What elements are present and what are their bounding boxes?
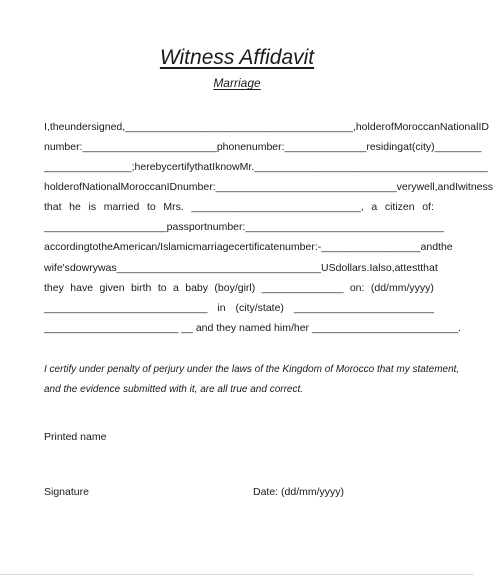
body-line-2 bbox=[44, 141, 482, 154]
body-word: ________ bbox=[434, 141, 482, 153]
body-line-1 bbox=[44, 121, 489, 134]
body-word: to bbox=[157, 282, 167, 294]
body-word: witness bbox=[457, 181, 493, 193]
body-line-3 bbox=[44, 161, 488, 174]
body-word: in bbox=[217, 302, 226, 314]
body-word: a bbox=[172, 282, 179, 294]
body-word: also, bbox=[372, 262, 395, 274]
body-word: holder bbox=[355, 121, 386, 133]
document-subtitle: Marriage bbox=[213, 76, 261, 90]
body-word: Mr. bbox=[239, 161, 255, 173]
body-line-10 bbox=[44, 302, 434, 315]
body-word: number: bbox=[177, 181, 216, 193]
body-word: hereby bbox=[134, 161, 167, 173]
body-word: (dd/mm/yyyy) bbox=[370, 282, 434, 294]
body-word: __________________________________ bbox=[245, 221, 444, 233]
body-word: Mrs. bbox=[163, 201, 184, 213]
body-word: (city/state) bbox=[235, 302, 284, 314]
body-word: of: bbox=[422, 201, 434, 213]
body-word: I bbox=[212, 161, 216, 173]
body-line-11: _______________________ __ and they named him/her _________________________. bbox=[44, 322, 461, 334]
body-word: ____________________________ bbox=[44, 302, 208, 314]
body-word: American/Islamic bbox=[112, 241, 193, 253]
body-word: that bbox=[420, 262, 438, 274]
body-word: _______________________________________, bbox=[125, 121, 356, 133]
body-word: he bbox=[69, 201, 81, 213]
body-word: ________________________ bbox=[293, 302, 434, 314]
body-word: phone bbox=[216, 141, 247, 153]
body-word: I bbox=[455, 181, 458, 193]
body-word: ______________ bbox=[261, 282, 344, 294]
body-word: that bbox=[44, 201, 62, 213]
body-word: married bbox=[103, 201, 140, 213]
body-word: certificate bbox=[234, 241, 280, 253]
body-word: they bbox=[44, 282, 64, 294]
body-line-7 bbox=[44, 241, 453, 254]
body-word: a bbox=[371, 201, 378, 213]
body-word: National bbox=[81, 181, 121, 193]
body-word: ________________________________________ bbox=[254, 161, 488, 173]
body-word: _____________________ bbox=[44, 221, 167, 233]
body-word: know bbox=[215, 161, 240, 173]
body-word: that bbox=[194, 161, 213, 173]
body-word: Moroccan bbox=[393, 121, 440, 133]
body-word: to bbox=[146, 201, 156, 213]
body-word: _______________________ bbox=[82, 141, 217, 153]
body-word: (city) bbox=[411, 141, 435, 153]
body-word: number: bbox=[44, 141, 83, 153]
body-word: very bbox=[396, 181, 417, 193]
body-word: Moroccan bbox=[120, 181, 167, 193]
body-line-9 bbox=[44, 282, 434, 295]
body-word: ______________ bbox=[284, 141, 367, 153]
body-word: _______________; bbox=[44, 161, 135, 173]
body-word: at bbox=[403, 141, 412, 153]
body-word: was___________________________________ bbox=[97, 262, 322, 274]
page-bottom-divider bbox=[0, 574, 474, 575]
body-word: on: bbox=[349, 282, 365, 294]
body-word: certify bbox=[166, 161, 195, 173]
body-word: ID bbox=[166, 181, 178, 193]
certification-line-1: I certify under penalty of perjury under the laws of the Kingdom of Morocco that my statement, bbox=[44, 364, 460, 375]
printed-name-label: Printed name bbox=[44, 431, 107, 443]
body-line-6 bbox=[44, 221, 444, 234]
body-word: ID bbox=[478, 121, 489, 133]
body-word: baby bbox=[185, 282, 209, 294]
body-word: according bbox=[44, 241, 90, 253]
date-label: Date: (dd/mm/yyyy) bbox=[253, 486, 345, 498]
body-word: passport bbox=[166, 221, 207, 233]
body-word: National bbox=[439, 121, 479, 133]
body-word: well, bbox=[416, 181, 438, 193]
body-word: birth bbox=[130, 282, 152, 294]
body-word: and bbox=[420, 241, 439, 253]
body-word: US bbox=[321, 262, 336, 274]
body-line-4 bbox=[44, 181, 493, 194]
body-word: dollars. bbox=[335, 262, 370, 274]
body-word: have bbox=[70, 282, 94, 294]
body-word: of bbox=[73, 181, 82, 193]
body-word: holder bbox=[44, 181, 74, 193]
body-word: wife's bbox=[44, 262, 70, 274]
body-word: _________________ bbox=[321, 241, 421, 253]
body-word: is bbox=[88, 201, 97, 213]
body-word: _____________________________, bbox=[191, 201, 364, 213]
body-word: the bbox=[98, 241, 113, 253]
body-word: I, bbox=[44, 121, 50, 133]
body-word: undersigned, bbox=[64, 121, 126, 133]
body-word: the bbox=[438, 241, 453, 253]
body-word: residing bbox=[366, 141, 404, 153]
body-word: _______________________________ bbox=[215, 181, 397, 193]
body-word: and bbox=[437, 181, 456, 193]
body-word: to bbox=[89, 241, 99, 253]
body-word: dowry bbox=[69, 262, 98, 274]
body-line-8 bbox=[44, 262, 438, 275]
signature-label: Signature bbox=[44, 486, 89, 498]
body-word: the bbox=[49, 121, 65, 133]
body-word: number: bbox=[206, 221, 246, 233]
body-word: number:- bbox=[279, 241, 322, 253]
document-title: Witness Affidavit bbox=[159, 46, 315, 69]
certification-line-2: and the evidence submitted with it, are all true and correct. bbox=[44, 384, 304, 395]
body-word: attest bbox=[394, 262, 421, 274]
body-word: marriage bbox=[192, 241, 235, 253]
body-line-5 bbox=[44, 201, 434, 214]
body-word: (boy/girl) bbox=[214, 282, 256, 294]
body-word: citizen bbox=[384, 201, 415, 213]
body-word: I bbox=[369, 262, 373, 274]
body-word: given bbox=[99, 282, 125, 294]
body-word: of bbox=[385, 121, 394, 133]
body-word: number: bbox=[246, 141, 285, 153]
